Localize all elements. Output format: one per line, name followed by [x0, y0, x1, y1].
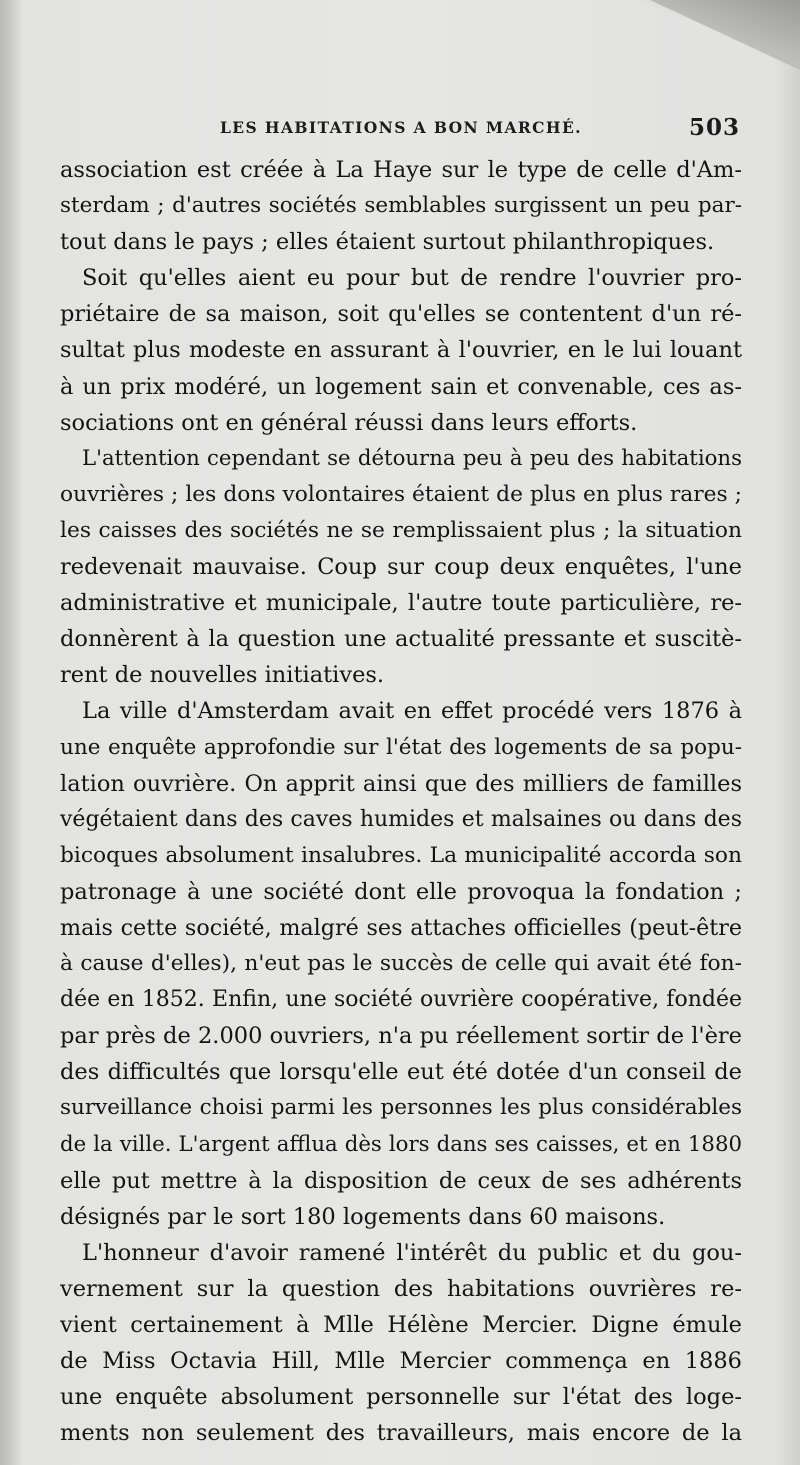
- text-line: ments non seulement des travailleurs, mais encore de la: [60, 1420, 742, 1447]
- text-line: ouvrières ; les dons volontaires étaient de plus en plus rares ;: [60, 481, 742, 507]
- text-line: sociations ont en général réussi dans leurs efforts.: [60, 409, 638, 436]
- page-binding-shadow: [0, 0, 22, 1465]
- running-head: [60, 112, 742, 148]
- text-line: redevenait mauvaise. Coup sur coup deux enquêtes, l'une: [60, 554, 742, 581]
- text-line: vernement sur la question des habitations ouvrières re-: [60, 1275, 742, 1302]
- text-line: à un prix modéré, un logement sain et convenable, ces as-: [60, 373, 742, 400]
- text-line: donnèrent à la question une actualité pressante et suscitè-: [60, 626, 742, 653]
- text-line: tout dans le pays ; elles étaient surtout philanthropiques.: [60, 229, 715, 256]
- text-line: de la ville. L'argent afflua dès lors dans ses caisses, et en 1880: [60, 1131, 742, 1157]
- text-line: priétaire de sa maison, soit qu'elles se contentent d'un ré-: [60, 301, 742, 328]
- body-text: [60, 152, 742, 1451]
- text-line: végétaient dans des caves humides et malsaines ou dans des: [60, 806, 742, 832]
- text-line: Soit qu'elles aient eu pour but de rendre l'ouvrier pro-: [82, 265, 742, 292]
- folded-corner-shadow: [640, 0, 800, 80]
- text-line: de Miss Octavia Hill, Mlle Mercier commença en 1886: [60, 1348, 742, 1375]
- text-line: lation ouvrière. On apprit ainsi que des milliers de familles: [60, 770, 742, 797]
- running-title: LES HABITATIONS A BON MARCHÉ.: [220, 118, 582, 137]
- text-line: bicoques absolument insalubres. La municipalité accorda son: [60, 842, 742, 868]
- text-line: par près de 2.000 ouvriers, n'a pu réellement sortir de l'ère: [60, 1023, 742, 1050]
- text-line: une enquête approfondie sur l'état des logements de sa popu-: [60, 734, 742, 760]
- text-line: des difficultés que lorsqu'elle eut été dotée d'un conseil de: [60, 1059, 742, 1086]
- text-line: patronage à une société dont elle provoqua la fondation ;: [60, 878, 742, 905]
- text-line: L'attention cependant se détourna peu à peu des habitations: [82, 445, 742, 471]
- text-line: rent de nouvelles initiatives.: [60, 662, 385, 689]
- text-line: dée en 1852. Enfin, une société ouvrière coopérative, fondée: [60, 987, 742, 1013]
- text-line: vient certainement à Mlle Hélène Mercier. Digne émule: [60, 1312, 742, 1338]
- text-line: L'honneur d'avoir ramené l'intérêt du public et du gou-: [82, 1239, 742, 1266]
- text-line: sterdam ; d'autres sociétés semblables surgissent un peu par-: [60, 193, 742, 219]
- text-line: administrative et municipale, l'autre toute particulière, re-: [60, 590, 742, 617]
- text-line: mais cette société, malgré ses attaches officielles (peut-être: [60, 914, 742, 941]
- text-line: surveillance choisi parmi les personnes les plus considérables: [60, 1095, 742, 1121]
- text-line: La ville d'Amsterdam avait en effet procédé vers 1876 à: [82, 698, 742, 725]
- text-line: les caisses des sociétés ne se remplissaient plus ; la situation: [60, 517, 742, 543]
- text-line: elle put mettre à la disposition de ceux de ses adhérents: [60, 1167, 742, 1194]
- text-line: à cause d'elles), n'eut pas le succès de celle qui avait été fon-: [60, 951, 742, 977]
- text-line: association est créée à La Haye sur le type de celle d'Am-: [60, 157, 742, 183]
- page-number: 503: [688, 114, 740, 141]
- text-line: une enquête absolument personnelle sur l'état des loge-: [60, 1384, 742, 1411]
- text-line: désignés par le sort 180 logements dans 60 maisons.: [60, 1203, 666, 1230]
- text-line: sultat plus modeste en assurant à l'ouvrier, en le lui louant: [60, 337, 742, 364]
